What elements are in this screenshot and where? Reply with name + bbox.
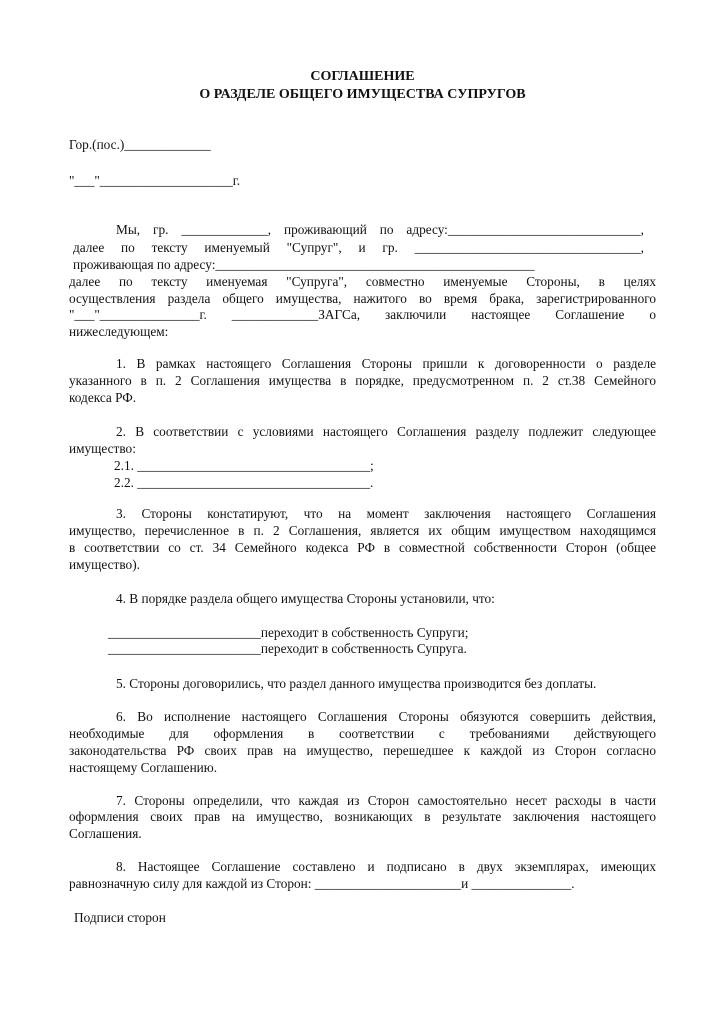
clause-7-line: 7. Стороны определили, что каждая из Сторон самостоятельно несет расходы в части [116, 793, 656, 808]
title-line-1: СОГЛАШЕНИЕ [310, 69, 415, 84]
clause-4-line: 4. В порядке раздела общего имущества Стороны установили, что: [116, 591, 495, 606]
clause-6-line: законодательства РФ своих прав на имущество, перешедшее к каждой из Сторон согласно [69, 743, 656, 758]
clause-5-line: 5. Стороны договорились, что раздел данного имущества производится без доплаты. [116, 676, 597, 691]
date-line: "___"____________________г. [69, 173, 241, 188]
clause-3-line: имущество). [69, 557, 140, 572]
clause-1-line: кодекса РФ. [69, 390, 137, 405]
clause-6-line: 6. Во исполнение настоящего Соглашения Стороны обязуются совершить действия, [116, 709, 656, 724]
intro-line: далее по тексту именуемая "Супруга", совместно именуемые Стороны, в целях [69, 274, 656, 289]
clause-1-line: 1. В рамках настоящего Соглашения Стороны пришли к договоренности о разделе [116, 356, 656, 371]
clause-3-line: 3. Стороны констатируют, что на момент заключения настоящего Соглашения [116, 506, 656, 521]
clause-2-item: 2.1. ___________________________________; [114, 458, 374, 473]
title-line-2: О РАЗДЕЛЕ ОБЩЕГО ИМУЩЕСТВА СУПРУГОВ [199, 87, 526, 102]
clause-6-line: необходимые для оформления в соответствии с требованиями действующего [69, 726, 656, 741]
clause-7-line: Соглашения. [69, 826, 142, 841]
clause-3-line: в соответствии со ст. 34 Семейного кодекса РФ в совместной собственности Сторон (общее [69, 540, 656, 555]
clause-8-line: 8. Настоящее Соглашение составлено и подписано в двух экземплярах, имеющих [116, 859, 656, 874]
clause-2-line: 2. В соответствии с условиями настоящего Соглашения разделу подлежит следующее [116, 424, 656, 439]
intro-line: нижеследующем: [69, 324, 169, 339]
clause-4-item: _______________________переходит в собственность Супруга. [108, 641, 467, 656]
intro-line: "___"_______________г. _____________ЗАГСа, заключили настоящее Соглашение о [69, 307, 656, 322]
city-line: Гор.(пос.)_____________ [69, 137, 211, 152]
clause-1-line: указанного в п. 2 Соглашения имущества в порядке, предусмотренном п. 2 ст.38 Семейного [69, 373, 656, 388]
clause-7-line: оформления своих прав на имущество, возникающих в результате заключения настоящего [69, 809, 656, 824]
intro-line: далее по тексту именуемый "Супруг", и гр. __________________________________, [73, 240, 644, 255]
intro-line: проживающая по адресу:________________________________________________ [73, 257, 535, 272]
clause-6-line: настоящему Соглашению. [69, 760, 218, 775]
clause-2-line: имущество: [69, 441, 136, 456]
clause-3-line: имущество, перечисленное в п. 2 Соглашения, является их общим имуществом находящимся [69, 523, 656, 538]
clause-8-line: равнозначную силу для каждой из Сторон: ______________________и _______________. [69, 876, 575, 891]
intro-line: осуществления раздела общего имущества, нажитого во время брака, зарегистрированного [69, 291, 656, 306]
clause-2-item: 2.2. ___________________________________. [114, 475, 374, 490]
signatures-label: Подписи сторон [74, 910, 166, 925]
clause-4-item: _______________________переходит в собственность Супруги; [108, 625, 469, 640]
intro-line: Мы, гр. _____________, проживающий по адресу:_____________________________, [116, 222, 644, 237]
